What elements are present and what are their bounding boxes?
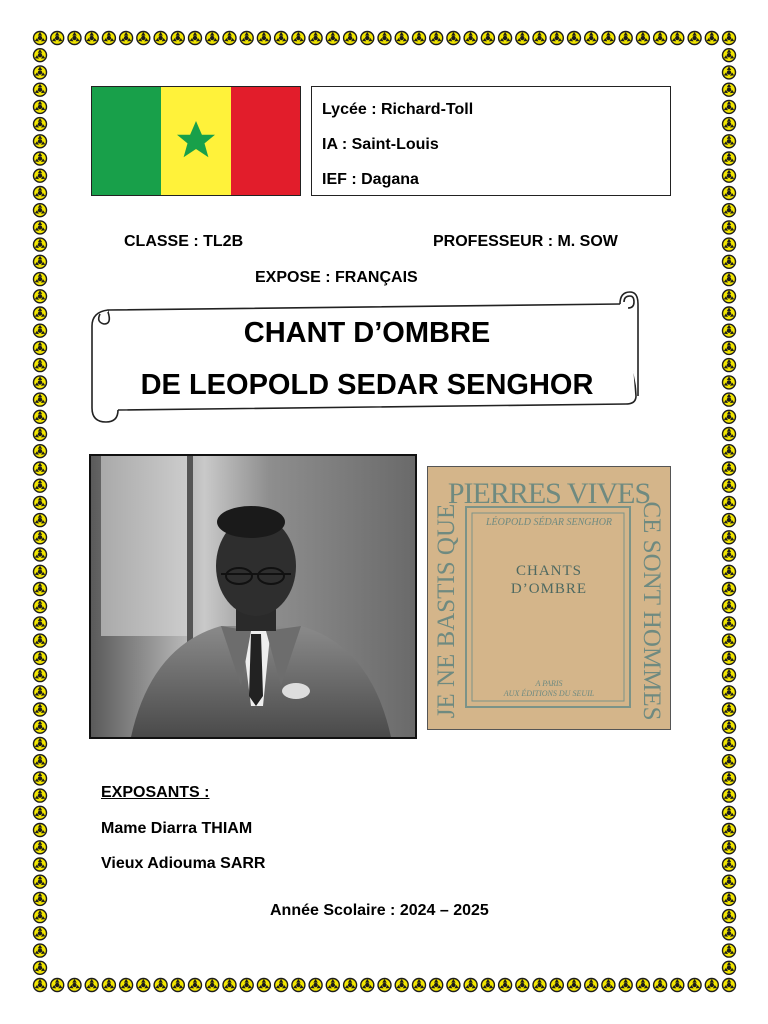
border-ornament (34, 875, 47, 888)
border-ornament (619, 979, 632, 992)
border-ornament (34, 514, 47, 527)
border-ornament (654, 979, 667, 992)
book-left-text: JE NE BASTIS QUE (433, 503, 460, 719)
border-ornament (34, 479, 47, 492)
border-ornament (602, 979, 615, 992)
portrait-illustration (91, 456, 415, 737)
border-ornament (34, 910, 47, 923)
professor-label: PROFESSEUR : M. SOW (433, 233, 618, 250)
border-ornament (137, 979, 150, 992)
border-ornament (275, 979, 288, 992)
border-ornament (34, 806, 47, 819)
border-ornament (723, 479, 736, 492)
border-ornament (34, 789, 47, 802)
border-ornament (51, 979, 64, 992)
border-ornament (34, 858, 47, 871)
border-ornament (154, 979, 167, 992)
border-ornament (34, 651, 47, 664)
book-cover-image (427, 466, 671, 730)
border-ornament (309, 979, 322, 992)
border-ornament (723, 755, 736, 768)
border-ornament (723, 617, 736, 630)
title-line-2: DE LEOPOLD SEDAR SENGHOR (140, 369, 594, 401)
school-lycee: Lycée : Richard-Toll (322, 101, 474, 118)
border-ornament (723, 944, 736, 957)
book-right-text: CE SONT HOMMES (638, 501, 665, 721)
border-ornament (34, 824, 47, 837)
border-ornament (34, 445, 47, 458)
border-ornament (34, 979, 47, 992)
border-ornament (34, 583, 47, 596)
border-ornament (326, 979, 339, 992)
book-publisher-line-2: AUX ÉDITIONS DU SEUIL (503, 689, 595, 698)
border-ornament (395, 979, 408, 992)
border-ornament (723, 910, 736, 923)
border-ornament (34, 462, 47, 475)
border-ornament (34, 565, 47, 578)
border-ornament (413, 979, 426, 992)
title-scroll-banner (0, 0, 768, 430)
border-ornament (723, 789, 736, 802)
border-ornament (585, 979, 598, 992)
border-ornament (34, 892, 47, 905)
border-ornament (206, 979, 219, 992)
border-ornament (723, 875, 736, 888)
book-top-text: PIERRES VIVES (447, 477, 651, 510)
border-ornament (723, 496, 736, 509)
border-ornament (34, 531, 47, 544)
border-ornament (34, 944, 47, 957)
senghor-portrait-photo (89, 454, 417, 739)
border-ornament (723, 858, 736, 871)
border-ornament (723, 651, 736, 664)
border-ornament (723, 927, 736, 940)
border-ornament (34, 617, 47, 630)
border-ornament (34, 669, 47, 682)
border-ornament (34, 841, 47, 854)
class-label: CLASSE : TL2B (124, 233, 244, 250)
book-title-line-2: D’OMBRE (510, 581, 588, 597)
border-ornament (723, 686, 736, 699)
border-ornament (292, 979, 305, 992)
border-ornament (34, 755, 47, 768)
school-ief: IEF : Dagana (322, 171, 419, 188)
border-ornament (636, 979, 649, 992)
presenters-heading: EXPOSANTS : (101, 784, 210, 801)
school-ia: IA : Saint-Louis (322, 136, 439, 153)
border-ornament (34, 686, 47, 699)
border-ornament (723, 979, 736, 992)
border-ornament (723, 462, 736, 475)
border-ornament (34, 720, 47, 733)
border-ornament (723, 583, 736, 596)
border-ornament (688, 979, 701, 992)
border-ornament (189, 979, 202, 992)
border-ornament (723, 600, 736, 613)
border-ornament (516, 979, 529, 992)
border-ornament (34, 600, 47, 613)
border-ornament (723, 531, 736, 544)
border-ornament (223, 979, 236, 992)
border-ornament (723, 961, 736, 974)
border-ornament (34, 737, 47, 750)
border-ornament (533, 979, 546, 992)
border-ornament (171, 979, 184, 992)
border-ornament (34, 927, 47, 940)
border-ornament (378, 979, 391, 992)
border-ornament (723, 720, 736, 733)
border-ornament (723, 737, 736, 750)
border-ornament (102, 979, 115, 992)
border-ornament (550, 979, 563, 992)
border-ornament (34, 772, 47, 785)
border-ornament (120, 979, 133, 992)
title-line-1: CHANT D’OMBRE (243, 317, 491, 349)
border-ornament (257, 979, 270, 992)
presenter-name: Vieux Adiouma SARR (101, 855, 266, 872)
border-ornament (723, 669, 736, 682)
border-ornament (723, 565, 736, 578)
border-ornament (34, 548, 47, 561)
border-ornament (34, 703, 47, 716)
border-ornament (240, 979, 253, 992)
border-ornament (430, 979, 443, 992)
border-ornament (723, 841, 736, 854)
expose-label: EXPOSE : FRANÇAIS (255, 269, 418, 286)
book-publisher-line-1: A PARIS (535, 679, 563, 688)
border-ornament (705, 979, 718, 992)
border-ornament (85, 979, 98, 992)
border-ornament (723, 806, 736, 819)
border-ornament (723, 514, 736, 527)
border-ornament (671, 979, 684, 992)
border-ornament (723, 772, 736, 785)
border-ornament (499, 979, 512, 992)
book-author: LÉOPOLD SÉDAR SENGHOR (485, 517, 613, 528)
presenter-name: Mame Diarra THIAM (101, 820, 253, 837)
border-ornament (34, 961, 47, 974)
border-ornament (723, 548, 736, 561)
border-ornament (481, 979, 494, 992)
border-ornament (34, 634, 47, 647)
border-ornament (361, 979, 374, 992)
border-ornament (68, 979, 81, 992)
border-ornament (447, 979, 460, 992)
border-ornament (34, 496, 47, 509)
border-ornament (723, 445, 736, 458)
border-ornament (723, 703, 736, 716)
book-title-line-1: CHANTS (515, 563, 582, 579)
border-ornament (723, 892, 736, 905)
border-ornament (568, 979, 581, 992)
border-ornament (723, 824, 736, 837)
border-ornament (464, 979, 477, 992)
school-year: Année Scolaire : 2024 – 2025 (270, 902, 489, 919)
border-ornament (344, 979, 357, 992)
border-ornament (723, 634, 736, 647)
